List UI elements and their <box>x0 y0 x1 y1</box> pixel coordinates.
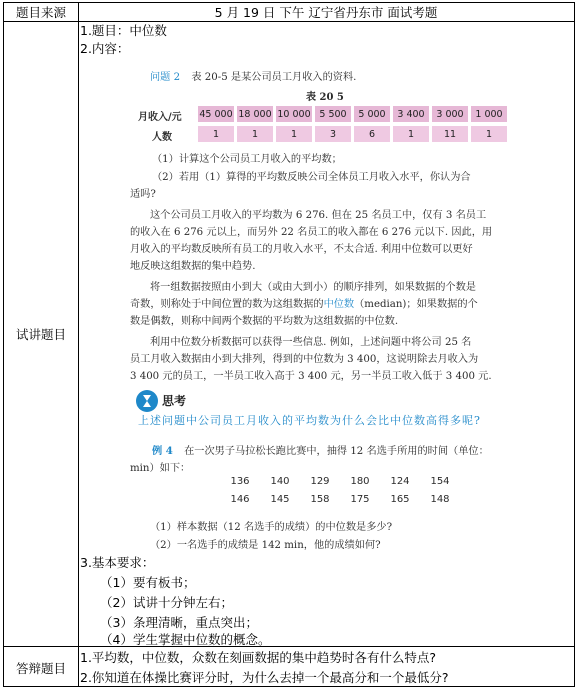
times-row-2 <box>220 494 460 512</box>
count-cell: 1 <box>471 126 507 142</box>
row-divider-defense <box>4 646 574 647</box>
income-cell: 5 000 <box>354 106 390 122</box>
paragraph-2b <box>130 295 478 310</box>
example-label: 例 4 <box>152 445 173 457</box>
income-cell: 5 500 <box>315 106 351 122</box>
paragraph-3c: 3 400 元的员工，一半员工收入高于 3 400 元，另一半员工收入低于 3 400 元. <box>130 371 492 382</box>
income-cell: 1 000 <box>471 106 507 122</box>
count-cell: 6 <box>354 126 390 142</box>
income-cell: 3 000 <box>432 106 468 122</box>
count-cell: 1 <box>237 126 273 142</box>
requirement-item: （1）要有板书； <box>100 575 196 590</box>
time-value: 165 <box>390 494 410 505</box>
count-cell: 1 <box>198 126 234 142</box>
table-caption: 表 20 5 <box>306 92 344 103</box>
column-divider <box>78 3 79 686</box>
requirement-item: （3）条理清晰，重点突出； <box>100 615 258 630</box>
time-value: 129 <box>310 476 330 487</box>
time-value: 158 <box>310 494 330 505</box>
times-row-1 <box>220 476 460 494</box>
count-cell: 1 <box>393 126 429 142</box>
time-value: 146 <box>230 494 250 505</box>
paragraph-3a: 利用中位数分析数据可以获得一些信息. 例如，上述问题中将公司 25 名 <box>150 337 472 348</box>
exam-title: 5 月 19 日 下午 辽宁省丹东市 面试考题 <box>214 5 438 20</box>
income-cell: 10 000 <box>276 106 312 122</box>
count-cell: 3 <box>315 126 351 142</box>
time-value: 145 <box>270 494 290 505</box>
count-cell: 11 <box>432 126 468 142</box>
think-icon <box>136 390 158 412</box>
table-row1-label: 月收入/元 <box>138 112 182 123</box>
example-question-1: （1）样本数据（12 名选手的成绩）的中位数是多少? <box>150 522 393 533</box>
marathon-times <box>220 476 460 512</box>
count-cell: 1 <box>276 126 312 142</box>
defense-label: 答辩题目 <box>15 660 66 676</box>
time-value: 148 <box>430 494 450 505</box>
income-cell: 3 400 <box>393 106 429 122</box>
paragraph-1d: 地反映这组数据的集中趋势. <box>130 261 256 272</box>
count-row <box>198 126 510 142</box>
problem-text: 表 20-5 是某公司员工月收入的资料. <box>191 72 357 83</box>
income-cell: 45 000 <box>198 106 234 122</box>
paragraph-2b-tail: （median)；如果数据的个 <box>354 299 478 310</box>
paragraph-1a: 这个公司员工月收入的平均数为 6 276. 但在 25 名员工中，仅有 3 名员工 <box>150 210 487 221</box>
median-term: 中位数 <box>323 299 355 310</box>
time-value: 175 <box>350 494 370 505</box>
problem-label: 问题 2 <box>150 72 181 83</box>
income-row <box>198 106 510 122</box>
time-value: 180 <box>350 476 370 487</box>
question-2a: （2）若用（1）算得的平均数反映公司全体员工月收入水平，你认为合 <box>152 172 471 183</box>
paragraph-3b: 员工月收入数据由小到大排列，得到的中位数为 3 400，这说明除去月收入为 <box>130 354 479 365</box>
think-question: 上述问题中公司员工月收入的平均数为什么会比中位数高得多呢? <box>138 414 481 427</box>
table-row2-label: 人数 <box>152 132 172 143</box>
defense-question-1: 1.平均数，中位数，众数在刻画数据的集中趋势时各有什么特点? <box>80 650 437 665</box>
paragraph-2a: 将一组数据按照由小到大（或由大到小）的顺序排列，如果数据的个数是 <box>150 282 476 293</box>
example-text-a: 在一次男子马拉松长跑比赛中，抽得 12 名选手所用的时间（单位： <box>184 446 489 457</box>
question-2b: 适吗? <box>130 189 156 200</box>
time-value: 124 <box>390 476 410 487</box>
defense-question-2: 2.你知道在体操比赛评分时，为什么去掉一个最高分和一个最低分? <box>80 670 449 685</box>
paragraph-1b: 的收入在 6 276 元以上，而另外 22 名员工的收入都在 6 276 元以下. 因此，用 <box>130 227 493 238</box>
topic-title: 1.题目：中位数 <box>80 23 167 38</box>
lecture-label: 试讲题目 <box>15 327 66 342</box>
paragraph-1c: 月收入的平均数反映所有员工的月收入水平，不太合适. 利用中位数可以更好 <box>130 244 473 255</box>
example-text-b: min）如下： <box>130 463 191 474</box>
requirements-heading: 3.基本要求： <box>80 555 155 570</box>
example-question-2: （2）一名选手的成绩是 142 min，他的成绩如何? <box>150 540 381 551</box>
paragraph-2c: 数是偶数，则称中间两个数据的平均数为这组数据的中位数. <box>130 316 399 327</box>
requirement-item: （2）试讲十分钟左右； <box>100 595 233 610</box>
time-value: 136 <box>230 476 250 487</box>
time-value: 140 <box>270 476 290 487</box>
topic-content-label: 2.内容： <box>80 41 130 56</box>
time-value: 154 <box>430 476 450 487</box>
income-cell: 18 000 <box>237 106 273 122</box>
paragraph-2b-text: 奇数，则称处于中间位置的数为这组数据的 <box>130 299 324 310</box>
think-heading: 思考 <box>162 394 187 408</box>
requirement-item: （4）学生掌握中位数的概念。 <box>100 632 271 647</box>
source-label: 题目来源 <box>15 5 66 20</box>
textbook-excerpt <box>80 56 566 551</box>
question-1: （1）计算这个公司员工月收入的平均数； <box>152 154 342 165</box>
